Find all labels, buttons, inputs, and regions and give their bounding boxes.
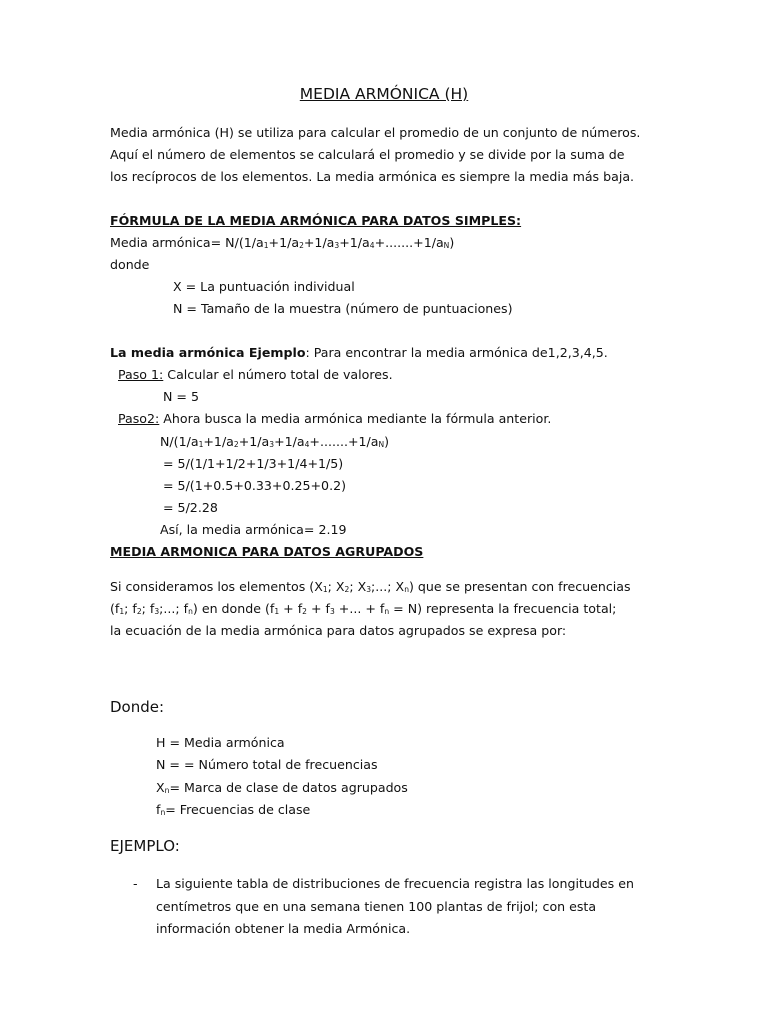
- result-line: Así, la media armónica= 2.19: [160, 522, 347, 537]
- page-title: MEDIA ARMÓNICA (H): [299, 85, 469, 103]
- step-2-label: Paso2:: [118, 411, 160, 426]
- example-text: : Para encontrar la media armónica de1,2,3,4,5.: [305, 345, 608, 360]
- formula-label: Media armónica=: [110, 235, 226, 250]
- xn-text: = Marca de clase de datos agrupados: [169, 780, 408, 795]
- ejemplo-line-3: información obtener la media Armónica.: [156, 921, 411, 936]
- donde-heading: Donde:: [110, 698, 165, 716]
- definition-xn: [156, 780, 408, 796]
- simple-data-heading: FÓRMULA DE LA MEDIA ARMÓNICA PARA DATOS SIMPLES:: [110, 213, 522, 228]
- calc-line-1: = 5/(1/1+1/2+1/3+1/4+1/5): [163, 456, 344, 471]
- n-value: N = 5: [163, 389, 199, 404]
- example-intro: [110, 345, 608, 361]
- step-2-formula: $N/(1/a_1+1/a_2+1/a_3+1/a_4+.......+1/a_N)$: [160, 434, 390, 450]
- definition-n-grouped: N = = Número total de frecuencias: [156, 757, 378, 772]
- fn-symbol: $f_n$: [156, 802, 166, 818]
- step-1-label: Paso 1:: [118, 367, 164, 382]
- step-2: [118, 411, 551, 427]
- grouped-line-3: la ecuación de la media armónica para datos agrupados se expresa por:: [110, 623, 567, 638]
- definition-n: N = Tamaño de la muestra (número de puntuaciones): [173, 301, 513, 316]
- definition-fn: [156, 802, 310, 818]
- intro-line-2: Aquí el número de elementos se calculará el promedio y se divide por la suma de: [110, 147, 625, 162]
- definition-x: X = La puntuación individual: [173, 279, 355, 294]
- xn-symbol: $X_n$: [156, 780, 170, 796]
- grouped-line-2: ($f_1$; $f_2$; $f_3$;...; $f_n$) en donde ($f_1 + f_2 + f_3$ +... + $f_n = N$) representa la frecuencia total;: [110, 601, 617, 617]
- intro-line-1: Media armónica (H) se utiliza para calcular el promedio de un conjunto de números.: [110, 125, 641, 140]
- step-1-text: Calcular el número total de valores.: [163, 367, 393, 382]
- formula-expression: $N/(1/a_1+1/a_2+1/a_3+1/a_4+.......+1/a_N)$: [225, 235, 455, 251]
- ejemplo-line-1: La siguiente tabla de distribuciones de frecuencia registra las longitudes en: [156, 876, 634, 891]
- bullet-dash: -: [133, 876, 138, 891]
- definition-h: H = Media armónica: [156, 735, 285, 750]
- ejemplo-heading: EJEMPLO:: [110, 837, 180, 855]
- grouped-data-heading: MEDIA ARMONICA PARA DATOS AGRUPADOS: [110, 544, 424, 559]
- intro-line-3: los recíprocos de los elementos. La media armónica es siempre la media más baja.: [110, 169, 635, 184]
- ejemplo-line-2: centímetros que en una semana tienen 100 plantas de frijol; con esta: [156, 899, 597, 914]
- donde-label: donde: [110, 257, 150, 272]
- fn-text: = Frecuencias de clase: [165, 802, 311, 817]
- grouped-line-1: Si consideramos los elementos ($X_1$; $X_2$; $X_3$;...; $X_n$) que se presentan con frecuencias: [110, 579, 631, 595]
- harmonic-formula: [110, 235, 454, 251]
- example-title: La media armónica Ejemplo: [110, 345, 306, 360]
- calc-line-3: = 5/2.28: [163, 500, 218, 515]
- calc-line-2: = 5/(1+0.5+0.33+0.25+0.2): [163, 478, 346, 493]
- step-2-text: Ahora busca la media armónica mediante la fórmula anterior.: [159, 411, 552, 426]
- step-1: [118, 367, 393, 383]
